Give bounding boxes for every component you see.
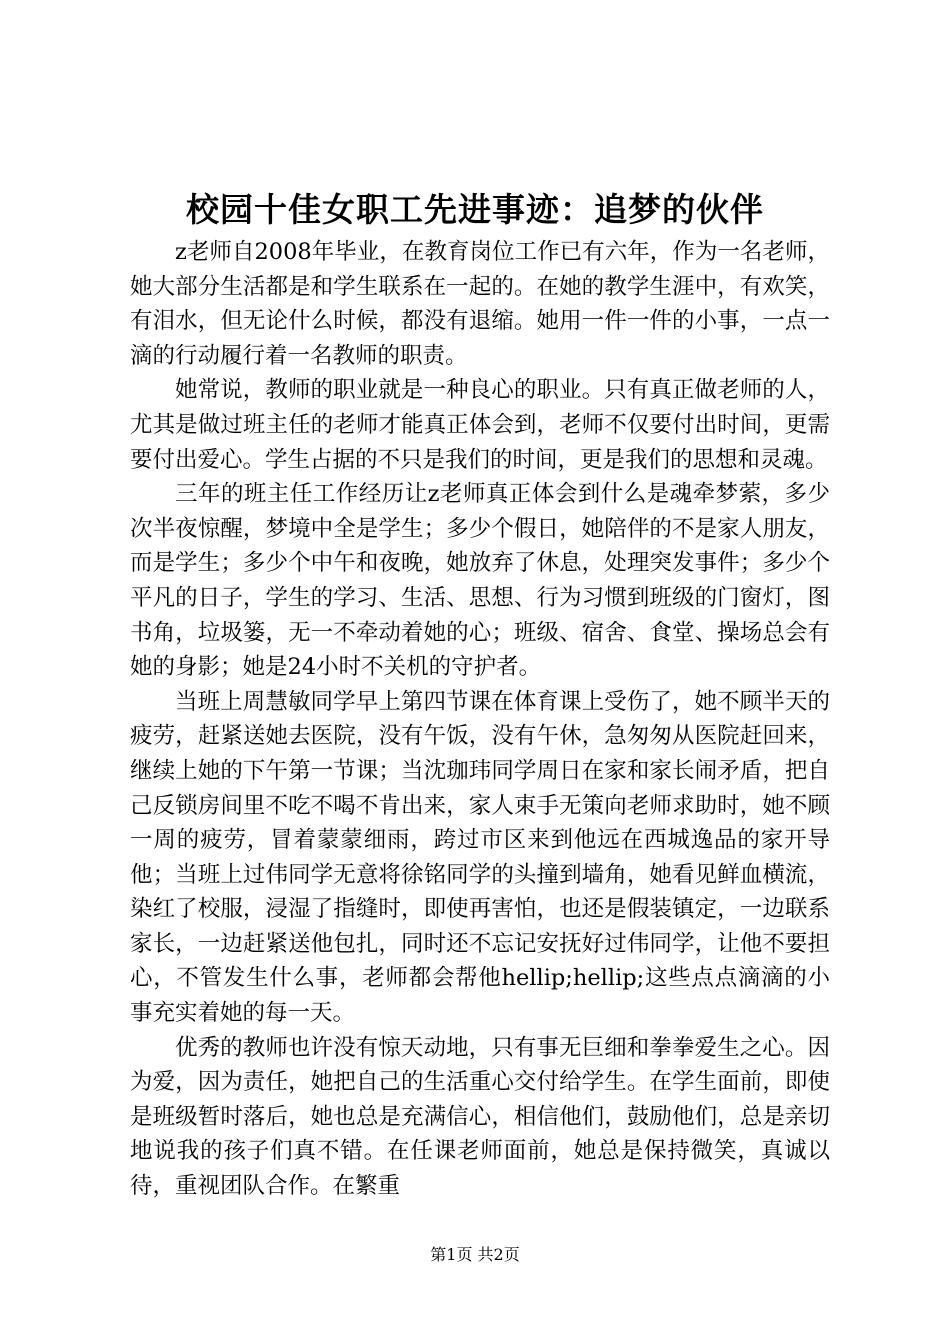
document-body (130, 235, 830, 1204)
paragraph: 当班上周慧敏同学早上第四节课在体育课上受伤了，她不顾半天的疲劳，赶紧送她去医院，没有午饭，没有午休，急匆匆从医院赶回来，继续上她的下午第一节课；当沈珈玮同学周日在家和家长闹矛盾，把自己反锁房间里不吃不喝不肯出来，家人束手无策向老师求助时，她不顾一周的疲劳，冒着蒙蒙细雨，跨过市区来到他远在西城逸品的家开导他；当班上过伟同学无意将徐铭同学的头撞到墙角，她看见鲜血横流，染红了校服，浸湿了指缝时，即使再害怕，也还是假装镇定，一边联系家长，一边赶紧送他包扎，同时还不忘记安抚好过伟同学，让他不要担心，不管发生什么事，老师都会帮他hellip;hellip;这些点点滴滴的小事充实着她的每一天。 (130, 688, 830, 1027)
document-title: 校园十佳女职工先进事迹：追梦的伙伴 (186, 190, 764, 229)
paragraph: 优秀的教师也许没有惊天动地，只有事无巨细和拳拳爱生之心。因为爱，因为责任，她把自己的生活重心交付给学生。在学生面前，即使是班级暂时落后，她也总是充满信心，相信他们，鼓励他们，总是亲切地说我的孩子们真不错。在任课老师面前，她总是保持微笑，真诚以待，重视团队合作。在繁重 (130, 1034, 830, 1200)
paragraph: 她常说，教师的职业就是一种良心的职业。只有真正做老师的人，尤其是做过班主任的老师才能真正体会到，老师不仅要付出时间，更需要付出爱心。学生占据的不只是我们的时间，更是我们的思想和灵魂。 (130, 377, 830, 473)
paragraph: 三年的班主任工作经历让z老师真正体会到什么是魂牵梦萦，多少次半夜惊醒，梦境中全是学生；多少个假日，她陪伴的不是家人朋友，而是学生；多少个中午和夜晚，她放弃了休息，处理突发事件；多少个平凡的日子，学生的学习、生活、思想、行为习惯到班级的门窗灯，图书角，垃圾篓，无一不牵动着她的心；班级、宿舍、食堂、操场总会有她的身影；她是24小时不关机的守护者。 (130, 481, 830, 681)
page-footer: 第1页 共2页 (430, 1245, 520, 1264)
paragraph: z老师自2008年毕业，在教育岗位工作已有六年，作为一名老师，她大部分生活都是和学生联系在一起的。在她的教学生涯中，有欢笑，有泪水，但无论什么时候，都没有退缩。她用一件一件的小事，一点一滴的行动履行着一名教师的职责。 (130, 239, 830, 369)
